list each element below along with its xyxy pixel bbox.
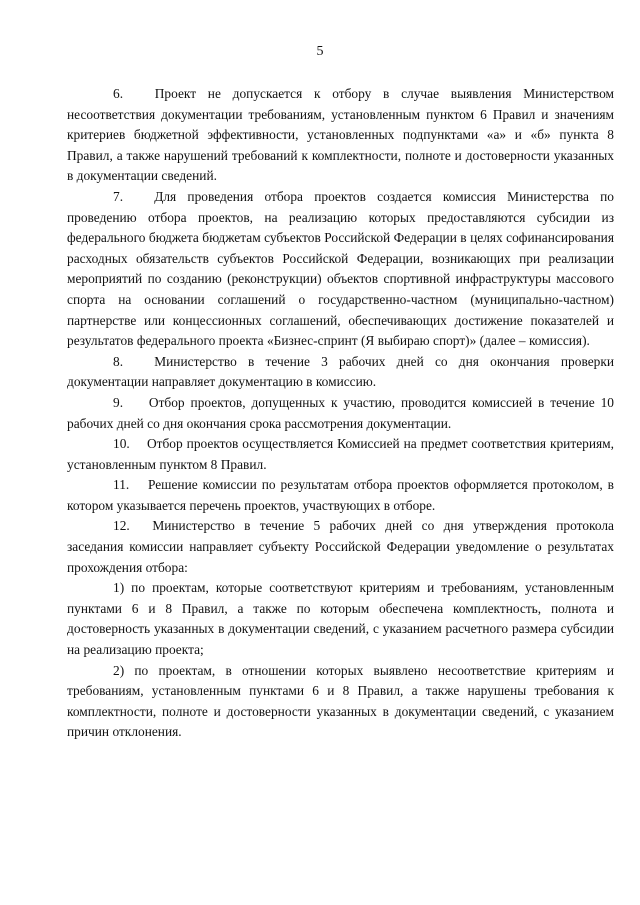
subitem-2: 2) по проектам, в отношении которых выявлено несоответствие критериям и требованиям, установленным пунктами 6 и 8 Правил, а также нарушены требования к комплектности, полноте и достоверности указанных в документации сведений, с указанием причин отклонения. xyxy=(67,662,614,740)
paragraph-6 xyxy=(67,84,614,187)
paragraph-number: 12. xyxy=(113,518,130,534)
paragraph-number: 6. xyxy=(113,86,124,101)
paragraph-text: Проект не допускается к отбору в случае выявления Министерством несоответствия документации требованиям, установленным пунктом 6 Правил и значениям критериев бюджетной эффективности, установленных подпунктами «а» и «б» пункта 8 Правил, а также нарушений требований к комплектности, полноте и достоверности указанных в документации сведений. xyxy=(67,86,614,184)
paragraph-12 xyxy=(67,516,614,578)
paragraph-number: 11. xyxy=(113,477,130,493)
paragraph-9 xyxy=(67,393,614,434)
document-body xyxy=(67,84,614,743)
paragraph-text: Отбор проектов, допущенных к участию, проводится комиссией в течение 10 рабочих дней со дня окончания срока рассмотрения документации. xyxy=(67,394,614,431)
paragraph-number: 7. xyxy=(113,188,124,204)
paragraph-number: 9. xyxy=(113,394,124,410)
paragraph-text: Министерство в течение 3 рабочих дней со дня окончания проверки документации направляет документацию в комиссию. xyxy=(67,353,614,390)
paragraph-text: Решение комиссии по результатам отбора проектов оформляется протоколом, в котором указывается перечень проектов, участвующих в отборе. xyxy=(67,477,614,513)
paragraph-10 xyxy=(67,434,614,475)
paragraph-number: 10. xyxy=(113,436,130,452)
paragraph-8 xyxy=(67,352,614,393)
paragraph-text: Для проведения отбора проектов создается комиссия Министерства по проведению отбора проектов, на реализацию которых предоставляются субсидии из федерального бюджета бюджетам субъектов Российской Федерации в целях софинансирования расходных обязательств субъектов Российской Федерации, возникающих при реализации мероприятий по созданию (реконструкции) объектов спортивной инфраструктуры массового спорта на основании соглашений о государственно-частном (муниципально-частном) партнерстве или концессионных соглашений, обеспечивающих достижение показателей и результатов федерального проекта «Бизнес-спринт (Я выбираю спорт)» (далее – комиссия). xyxy=(67,188,614,349)
paragraph-text: Министерство в течение 5 рабочих дней со дня утверждения протокола заседания комиссии направляет субъекту Российской Федерации уведомление о результатах прохождения отбора: xyxy=(67,518,614,575)
paragraph-number: 8. xyxy=(113,353,124,369)
page-number: 5 xyxy=(316,44,324,59)
subitem-1: 1) по проектам, которые соответствуют критериям и требованиям, установленным пунктами 6 и 8 Правил, а также по которым обеспечена комплектность, полнота и достоверность указанных в документации сведений, с указанием расчетного размера субсидии на реализацию проекта; xyxy=(67,580,614,658)
paragraph-11 xyxy=(67,475,614,516)
paragraph-text: Отбор проектов осуществляется Комиссией на предмет соответствия критериям, установленным пунктом 8 Правил. xyxy=(67,436,614,472)
paragraph-7 xyxy=(67,187,614,352)
